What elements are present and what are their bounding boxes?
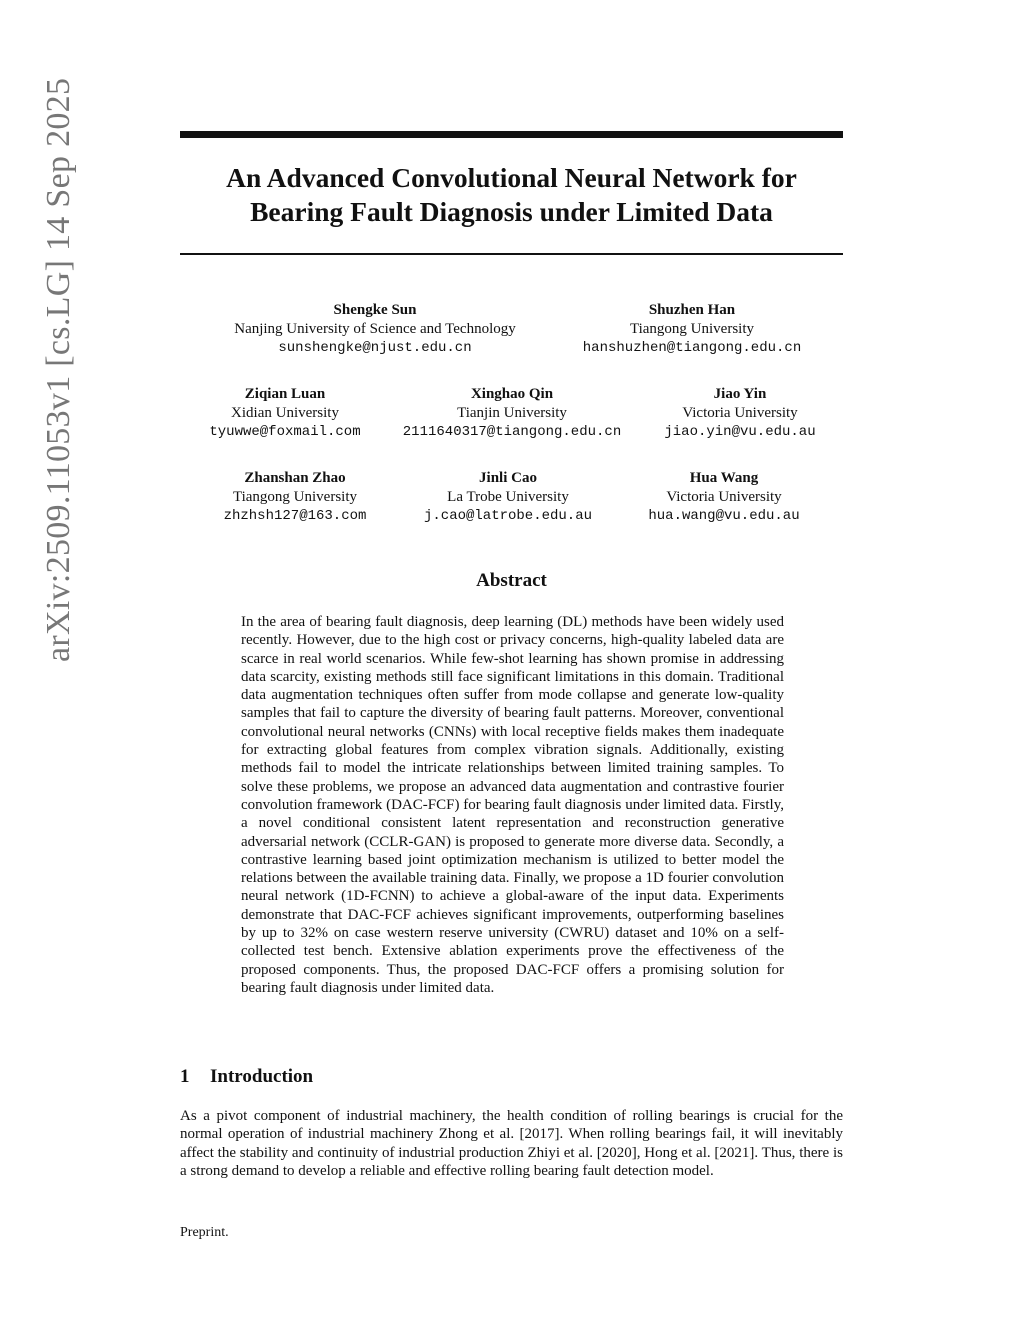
title-line-2: Bearing Fault Diagnosis under Limited Data (250, 196, 773, 227)
author-block (195, 469, 395, 526)
author-affiliation: Tianjin University (457, 405, 567, 421)
author-block (185, 385, 385, 442)
author-affiliation: Victoria University (682, 405, 798, 421)
abstract-heading: Abstract (476, 570, 547, 591)
author-block (408, 469, 608, 526)
author-block (175, 301, 575, 358)
title-rule-bottom (180, 253, 843, 255)
author-name: Hua Wang (689, 470, 759, 486)
author-affiliation: Tiangong University (232, 489, 358, 505)
section-number: 1 (180, 1066, 190, 1087)
author-affiliation: Victoria University (666, 489, 782, 505)
author-email: 2111640317@tiangong.edu.cn (402, 424, 622, 440)
author-block (640, 385, 840, 442)
author-block (562, 301, 822, 358)
author-email: j.cao@latrobe.edu.au (423, 508, 593, 524)
section-heading (180, 1066, 313, 1088)
introduction-paragraph: As a pivot component of industrial machinery, the health condition of rolling bearings is crucial for the normal operation of industrial machinery Zhong et al. [2017]. When rolling bearings fail, it will inevitably affect the stability and continuity of industrial production Zhiyi et al. [2020], Hong et al. [2021]. Thus, there is a strong demand to develop a reliable and effective rolling bearing fault detection model. (180, 1108, 843, 1179)
author-email: tyuwwe@foxmail.com (209, 424, 361, 440)
author-name: Shengke Sun (333, 302, 417, 318)
footer-preprint: Preprint. (180, 1225, 229, 1240)
author-email: jiao.yin@vu.edu.au (664, 424, 816, 440)
title-line-1: An Advanced Convolutional Neural Network for (226, 162, 797, 193)
author-affiliation: Nanjing University of Science and Technology (234, 321, 516, 337)
paper-title (180, 161, 843, 229)
author-affiliation: Tiangong University (629, 321, 755, 337)
author-name: Xinghao Qin (470, 386, 554, 402)
abstract-text: In the area of bearing fault diagnosis, deep learning (DL) methods have been widely used recently. However, due to the high cost or privacy concerns, high-quality labeled data are scarce in real world scenarios. While few-shot learning has shown promise in addressing data scarcity, existing methods still face significant limitations in this domain. Traditional data augmentation techniques often suffer from mode collapse and generate low-quality samples that fail to capture the diversity of bearing fault patterns. Moreover, conventional convolutional neural networks (CNNs) with local receptive fields makes them inadequate for extracting global features from complex vibration signals. Additionally, existing methods fail to model the intricate relationships between limited training samples. To solve these problems, we propose an advanced data augmentation and contrastive fourier convolution framework (DAC-FCF) for bearing fault diagnosis under limited data. Firstly, a novel conditional consistent latent representation and reconstruction generative adversarial network (CCLR-GAN) is proposed to generate more diverse data. Secondly, a contrastive learning based joint optimization mechanism is utilized to better model the relations between the available training data. Finally, we propose a 1D fourier convolution neural network (1D-FCNN) to achieve a global-aware of the input data. Experiments demonstrate that DAC-FCF achieves significant improvements, outperforming baselines by up to 32% on case western reserve university (CWRU) dataset and 10% on a self-collected test bench. Extensive ablation experiments prove the effectiveness of the proposed components. Thus, the proposed DAC-FCF offers a promising solution for bearing fault diagnosis under limited data. (241, 614, 784, 996)
section-title: Introduction (210, 1066, 314, 1087)
author-block (624, 469, 824, 526)
author-block (392, 385, 632, 442)
author-email: hanshuzhen@tiangong.edu.cn (582, 340, 802, 356)
title-rule-top (180, 131, 843, 138)
author-email: zhzhsh127@163.com (223, 508, 367, 524)
author-name: Shuzhen Han (648, 302, 736, 318)
author-affiliation: La Trobe University (447, 489, 569, 505)
author-email: hua.wang@vu.edu.au (648, 508, 800, 524)
author-name: Zhanshan Zhao (244, 470, 346, 486)
author-email: sunshengke@njust.edu.cn (278, 340, 472, 356)
arxiv-identifier: arXiv:2509.11053v1 [cs.LG] 14 Sep 2025 (40, 77, 77, 662)
author-name: Ziqian Luan (244, 386, 326, 402)
author-name: Jinli Cao (479, 470, 537, 486)
author-affiliation: Xidian University (231, 405, 339, 421)
author-name: Jiao Yin (713, 386, 767, 402)
